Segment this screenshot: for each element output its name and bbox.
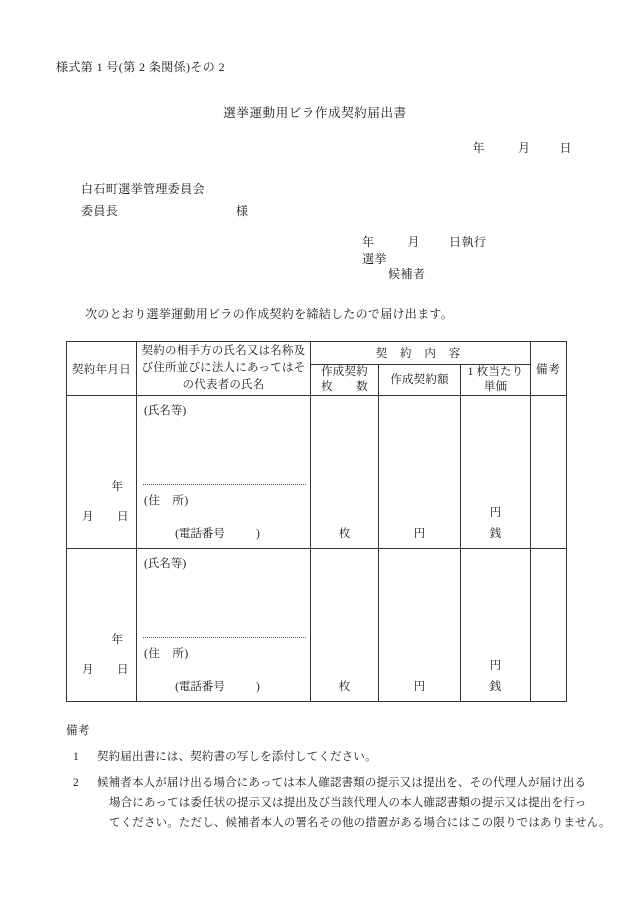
form-code: 様式第 1 号(第 2 条関係)その 2 [56, 60, 225, 74]
table-body [67, 396, 567, 702]
row-month-label: 月 [82, 511, 94, 523]
cell-sheets[interactable] [311, 549, 379, 702]
row-address-label: (住 所) [144, 495, 189, 507]
note-item [66, 747, 626, 767]
header-contract-contents: 契 約 内 容 [311, 342, 531, 365]
election-label: 選挙 [362, 252, 388, 266]
table-header-row-1 [67, 342, 567, 365]
cell-sheets[interactable] [311, 396, 379, 549]
table-row [67, 396, 567, 549]
row-amount-unit: 円 [413, 528, 426, 540]
notes-title: 備考 [66, 725, 90, 737]
note-line: 候補者本人が届け出る場合にあっては本人確認書類の提示又は提出を、その代理人が届け出る [97, 777, 587, 789]
addressee-position: 委員長 [81, 204, 119, 218]
row-tel-close: ) [256, 681, 260, 693]
contract-table-wrapper [66, 341, 566, 702]
row-amount-unit: 円 [413, 681, 426, 693]
note-text [97, 747, 626, 767]
notes-section [66, 722, 626, 839]
row-tel-text: (電話番号 [175, 528, 225, 540]
header-unit-price-line2: 単価 [483, 381, 508, 393]
cell-unit-price[interactable] [461, 549, 531, 702]
note-number: 2 [73, 777, 79, 789]
row-name-label: (氏名等) [144, 405, 187, 417]
row-sheets-unit: 枚 [338, 528, 351, 540]
header-sheets [311, 365, 379, 396]
row-unit-yen: 円 [489, 507, 502, 519]
header-unit-price [461, 365, 531, 396]
header-unit-price-line1: 1 枚当たり [467, 366, 524, 378]
header-sheets-line1: 作成契約 [321, 366, 368, 378]
row-tel-text: (電話番号 [175, 681, 225, 693]
dotted-divider [143, 484, 306, 485]
submission-date-line [472, 139, 572, 156]
row-unit-sen: 銭 [489, 528, 502, 540]
election-month-label: 月 [407, 235, 421, 249]
row-year-label: 年 [111, 634, 123, 646]
note-number: 1 [73, 751, 79, 763]
header-contract-date: 契約年月日 [67, 342, 137, 396]
cell-amount[interactable] [379, 549, 461, 702]
row-unit-sen: 銭 [489, 681, 502, 693]
cell-contract-date[interactable] [67, 549, 137, 702]
submission-year-label: 年 [472, 141, 485, 155]
note-text [97, 773, 626, 833]
cell-contract-date[interactable] [67, 396, 137, 549]
election-day-exec-label: 日執行 [449, 235, 487, 249]
row-day-label: 日 [117, 664, 129, 676]
submission-month-label: 月 [517, 141, 531, 155]
row-address-label: (住 所) [144, 648, 189, 660]
election-year-label: 年 [362, 235, 375, 249]
cell-remarks[interactable] [531, 396, 567, 549]
header-counterparty: 契約の相手方の氏名又は名称及び住所並びに法人にあってはその代表者の氏名 [137, 342, 311, 396]
row-unit-yen: 円 [489, 660, 502, 672]
addressee-honorific: 様 [236, 204, 249, 218]
row-sheets-unit: 枚 [338, 681, 351, 693]
contract-table [66, 341, 567, 702]
row-day-label: 日 [117, 511, 129, 523]
row-tel-label [144, 678, 260, 694]
intro-text: 次のとおり選挙運動用ビラの作成契約を締結したので届け出ます。 [85, 307, 454, 321]
cell-counterparty[interactable] [137, 549, 311, 702]
row-tel-close: ) [256, 528, 260, 540]
row-name-label: (氏名等) [144, 558, 187, 570]
header-remarks: 備考 [531, 342, 567, 396]
row-tel-label [144, 525, 260, 541]
addressee-block [81, 178, 248, 222]
header-sheets-line2: 枚 数 [321, 381, 368, 393]
document-title: 選挙運動用ビラ作成契約届出書 [223, 106, 407, 120]
note-line: 契約届出書には、契約書の写しを添付してください。 [97, 751, 377, 763]
addressee-position-row [81, 200, 248, 222]
addressee-organization: 白石町選挙管理委員会 [81, 182, 206, 196]
dotted-divider [143, 637, 306, 638]
table-head [67, 342, 567, 396]
table-row [67, 549, 567, 702]
candidate-label: 候補者 [388, 267, 426, 281]
header-amount: 作成契約額 [379, 365, 461, 396]
row-month-label: 月 [82, 664, 94, 676]
submission-day-label: 日 [559, 141, 572, 155]
note-line: てください。ただし、候補者本人の署名その他の措置がある場合にはこの限りではありません。 [109, 817, 611, 829]
cell-amount[interactable] [379, 396, 461, 549]
note-item [66, 773, 626, 833]
election-date-line [362, 233, 582, 267]
row-year-label: 年 [111, 481, 123, 493]
cell-unit-price[interactable] [461, 396, 531, 549]
note-line: 場合にあっては委任状の提示又は提出及び当該代理人の本人確認書類の提示又は提出を行っ [109, 797, 587, 809]
cell-counterparty[interactable] [137, 396, 311, 549]
cell-remarks[interactable] [531, 549, 567, 702]
